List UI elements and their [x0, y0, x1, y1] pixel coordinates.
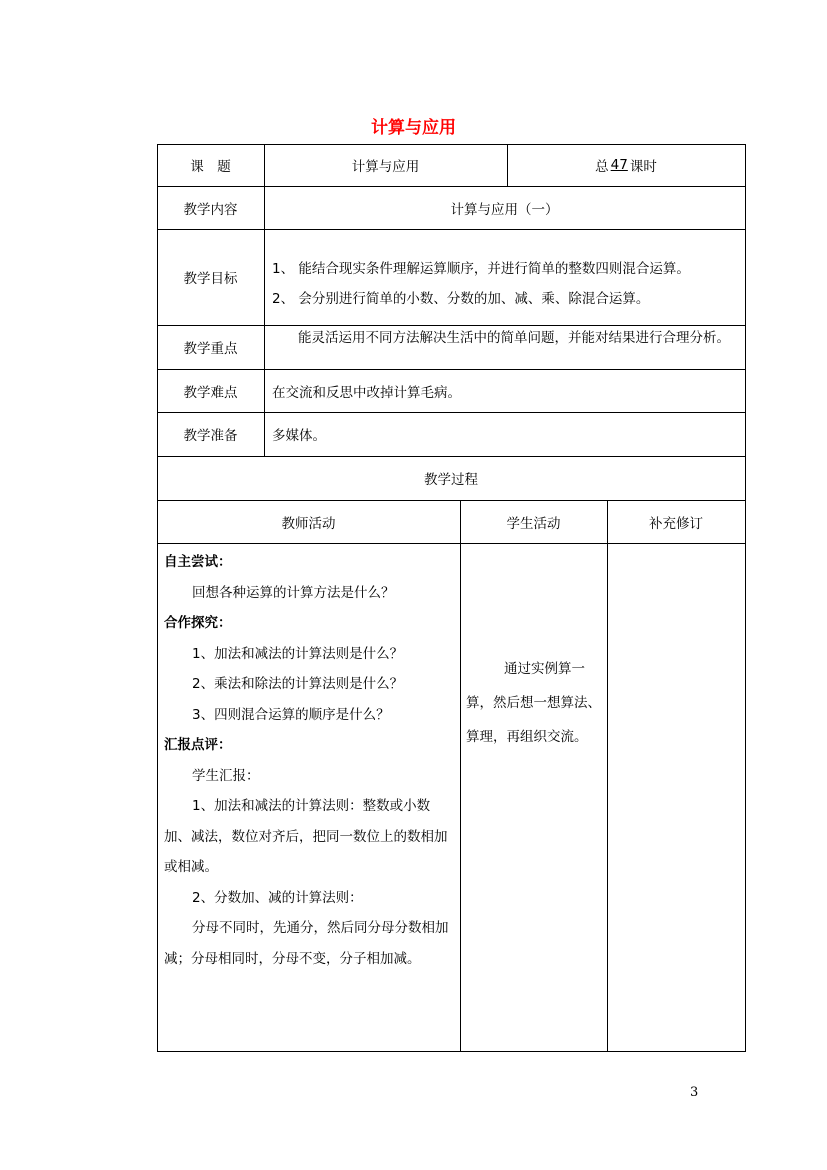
notes-cell — [608, 544, 745, 1051]
section-heading: 自主尝试： — [164, 554, 232, 570]
student-header: 学生活动 — [506, 515, 561, 532]
key-value: 能灵活运用不同方法解决生活中的简单问题，并能对结果进行合理分析。 — [298, 330, 730, 346]
lesson-plan-table — [157, 144, 746, 1052]
teacher-header: 教师活动 — [281, 515, 336, 532]
goals-label: 教学目标 — [183, 271, 238, 287]
activity-paragraph: 分母不同时，先通分，然后同分母分数相加减；分母相同时，分母不变，分子相加减。 — [164, 920, 449, 967]
activity-paragraph: 学生汇报： — [192, 767, 260, 784]
total-prefix: 总 — [595, 159, 609, 175]
activity-paragraph: 2、分数加、减的计算法则： — [192, 889, 363, 906]
activity-paragraph: 回想各种运算的计算方法是什么？ — [192, 584, 395, 601]
content-value: 计算与应用（一） — [450, 201, 559, 218]
student-activity: 通过实例算一算，然后想一想算法、算理，再组织交流。 — [466, 661, 601, 745]
key-label: 教学重点 — [183, 341, 238, 357]
notes-header: 补充修订 — [649, 515, 703, 532]
activity-paragraph: 1、加法和减法的计算法则是什么？ — [192, 645, 404, 662]
prep-value: 多媒体。 — [272, 428, 326, 444]
page-title: 计算与应用 — [371, 118, 456, 138]
prep-label: 教学准备 — [183, 428, 238, 444]
difficulty-value: 在交流和反思中改掉计算毛病。 — [272, 384, 461, 401]
activity-paragraph: 2、乘法和除法的计算法则是什么？ — [192, 676, 404, 692]
section-heading: 汇报点评： — [164, 737, 232, 753]
total-lessons — [507, 144, 745, 186]
activity-paragraph: 3、四则混合运算的顺序是什么？ — [192, 706, 390, 723]
section-heading: 合作探究： — [164, 615, 232, 631]
difficulty-label: 教学难点 — [183, 384, 238, 401]
topic-value: 计算与应用 — [351, 159, 420, 175]
topic-label: 课 题 — [190, 159, 231, 175]
total-suffix: 课时 — [629, 159, 657, 175]
total-number: 47 — [610, 157, 628, 173]
teacher-activity — [164, 547, 456, 974]
content-label: 教学内容 — [183, 201, 238, 218]
goal-item: 1、 能结合现实条件理解运算顺序，并进行简单的整数四则混合运算。 — [272, 261, 690, 277]
page-number: 3 — [690, 1085, 699, 1100]
activity-paragraph: 1、加法和减法的计算法则：整数或小数加、减法，数位对齐后，把同一数位上的数相加或相减。 — [164, 798, 448, 875]
goals-list — [272, 254, 742, 314]
goal-item: 2、 会分别进行简单的小数、分数的加、减、乘、除混合运算。 — [272, 291, 650, 307]
process-label: 教学过程 — [424, 472, 478, 488]
